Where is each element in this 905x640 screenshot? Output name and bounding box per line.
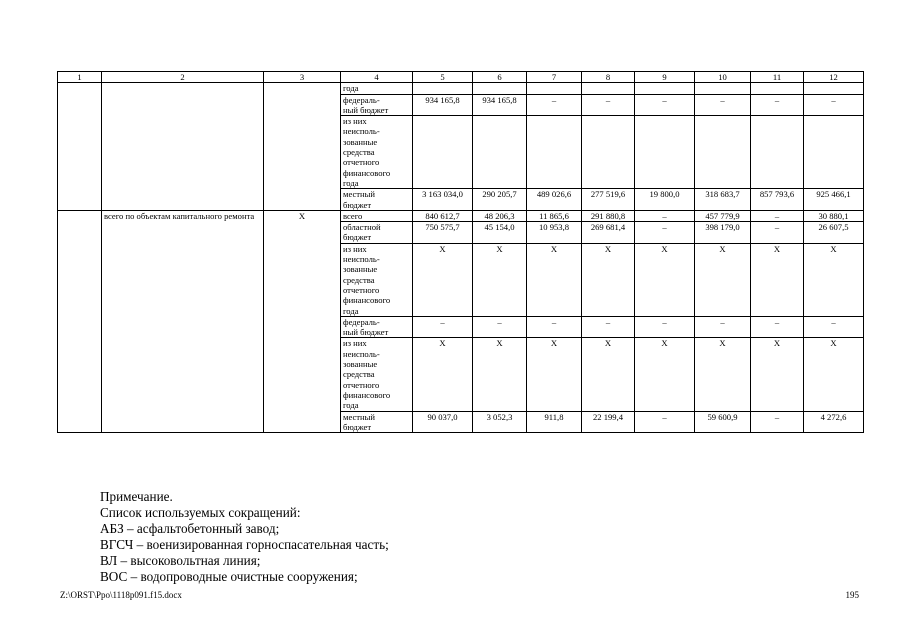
budget-table: [57, 71, 864, 433]
value-cell-col-5: [413, 83, 473, 94]
value-cell-col-10: –: [695, 316, 751, 338]
value-cell-col-10: X: [695, 338, 751, 411]
note-abz: АБЗ – асфальтобетонный завод;: [100, 521, 280, 536]
label-line: средства: [343, 274, 375, 285]
label-line: местный: [343, 411, 376, 422]
value-cell-col-8: X: [582, 338, 635, 411]
label-line: бюджет: [343, 232, 372, 243]
value-cell-col-12: 925 466,1: [804, 189, 864, 211]
value-cell-col-11: 857 793,6: [751, 189, 804, 211]
label-line: зованные: [343, 359, 378, 370]
label-line: федераль-: [343, 316, 380, 327]
value-cell-col-6: 290 205,7: [473, 189, 527, 211]
value-cell-col-6: 48 206,3: [473, 210, 527, 221]
value-cell-col-5: [413, 116, 473, 189]
value-cell-col-7: 11 865,6: [527, 210, 582, 221]
column-number-10: 10: [695, 72, 751, 83]
value-cell-col-12: X: [804, 243, 864, 316]
column-number-11: 11: [751, 72, 804, 83]
value-cell-col-5: X: [413, 338, 473, 411]
value-cell-col-7: 489 026,6: [527, 189, 582, 211]
label-line: неисполь-: [343, 254, 380, 265]
value-cell-col-11: –: [751, 222, 804, 244]
label-line: финансового: [343, 389, 391, 400]
value-cell-col-11: –: [751, 210, 804, 221]
value-cell-col-9: –: [635, 94, 695, 116]
value-cell-col-10: [695, 83, 751, 94]
value-cell-col-5: –: [413, 316, 473, 338]
value-cell-col-7: 10 953,8: [527, 222, 582, 244]
value-cell-col-7: –: [527, 316, 582, 338]
value-cell-col-7: X: [527, 338, 582, 411]
page-number: 195: [845, 590, 859, 600]
column-number-4: 4: [341, 72, 413, 83]
label-line: года: [343, 305, 359, 316]
value-cell-col-5: 90 037,0: [413, 411, 473, 433]
label-line: неисполь-: [343, 126, 380, 137]
label-line: бюджет: [343, 199, 372, 210]
value-cell-col-5: 750 575,7: [413, 222, 473, 244]
value-cell-col-12: [804, 116, 864, 189]
note-vgsch: ВГСЧ – военизированная горноспасательная часть;: [100, 537, 389, 552]
funding-source-label: [341, 411, 413, 433]
row-number-cell: [58, 210, 102, 432]
value-cell-col-8: 277 519,6: [582, 189, 635, 211]
value-cell-col-9: X: [635, 338, 695, 411]
value-cell-col-7: [527, 116, 582, 189]
label-line: ный бюджет: [343, 327, 389, 338]
label-line: ный бюджет: [343, 104, 389, 115]
value-cell-col-11: [751, 116, 804, 189]
value-cell-col-9: X: [635, 243, 695, 316]
value-cell-col-6: X: [473, 243, 527, 316]
value-cell-col-11: X: [751, 338, 804, 411]
label-line: зованные: [343, 264, 378, 275]
value-cell-col-9: –: [635, 210, 695, 221]
table-row: [58, 210, 864, 221]
column-number-7: 7: [527, 72, 582, 83]
value-cell-col-11: X: [751, 243, 804, 316]
label-line: финансового: [343, 295, 391, 306]
value-cell-col-8: [582, 83, 635, 94]
row-number-cell: [58, 83, 102, 211]
value-cell-col-7: –: [527, 94, 582, 116]
value-cell-col-8: 291 880,8: [582, 210, 635, 221]
value-cell-col-6: [473, 116, 527, 189]
value-cell-col-12: 30 880,1: [804, 210, 864, 221]
funding-source-label: [341, 83, 413, 94]
value-cell-col-12: X: [804, 338, 864, 411]
value-cell-col-11: [751, 83, 804, 94]
value-cell-col-8: 269 681,4: [582, 222, 635, 244]
funding-source-label: [341, 116, 413, 189]
label-line: зованные: [343, 136, 378, 147]
value-cell-col-8: [582, 116, 635, 189]
label-line: отчетного: [343, 379, 380, 390]
funding-source-label: [341, 338, 413, 411]
column-number-1: 1: [58, 72, 102, 83]
column-number-row: [58, 72, 864, 83]
label-line: из них: [343, 338, 367, 349]
note-vl: ВЛ – высоковольтная линия;: [100, 553, 261, 568]
value-cell-col-11: –: [751, 411, 804, 433]
label-line: местный: [343, 189, 376, 200]
label-line: неисполь-: [343, 348, 380, 359]
label-line: федераль-: [343, 94, 380, 105]
value-cell-col-12: –: [804, 316, 864, 338]
value-cell-col-10: 398 179,0: [695, 222, 751, 244]
value-cell-col-9: –: [635, 222, 695, 244]
value-cell-col-5: 3 163 034,0: [413, 189, 473, 211]
column-number-9: 9: [635, 72, 695, 83]
column-3-cell: [264, 83, 341, 211]
value-cell-col-5: X: [413, 243, 473, 316]
label-line: областной: [343, 222, 381, 233]
column-number-8: 8: [582, 72, 635, 83]
value-cell-col-9: [635, 116, 695, 189]
value-cell-col-10: 318 683,7: [695, 189, 751, 211]
value-cell-col-10: X: [695, 243, 751, 316]
column-number-6: 6: [473, 72, 527, 83]
label-line: бюджет: [343, 421, 372, 432]
value-cell-col-12: 4 272,6: [804, 411, 864, 433]
value-cell-col-7: [527, 83, 582, 94]
value-cell-col-9: –: [635, 411, 695, 433]
value-cell-col-6: X: [473, 338, 527, 411]
footer-file-path: Z:\ORST\Ppo\1118p091.f15.docx: [60, 590, 182, 600]
value-cell-col-11: –: [751, 94, 804, 116]
value-cell-col-9: [635, 83, 695, 94]
table-row: [58, 83, 864, 94]
value-cell-col-9: 19 800,0: [635, 189, 695, 211]
column-number-2: 2: [102, 72, 264, 83]
label-line: года: [343, 400, 359, 411]
value-cell-col-5: 934 165,8: [413, 94, 473, 116]
value-cell-col-10: 457 779,9: [695, 210, 751, 221]
value-cell-col-10: 59 600,9: [695, 411, 751, 433]
label-line: средства: [343, 147, 375, 158]
column-3-cell: X: [264, 210, 341, 432]
value-cell-col-8: 22 199,4: [582, 411, 635, 433]
value-cell-col-6: 45 154,0: [473, 222, 527, 244]
value-cell-col-5: 840 612,7: [413, 210, 473, 221]
value-cell-col-6: [473, 83, 527, 94]
value-cell-col-12: 26 607,5: [804, 222, 864, 244]
label-line: из них: [343, 243, 367, 254]
value-cell-col-7: X: [527, 243, 582, 316]
value-cell-col-11: –: [751, 316, 804, 338]
value-cell-col-8: –: [582, 94, 635, 116]
table-body: [58, 72, 864, 433]
column-number-5: 5: [413, 72, 473, 83]
funding-source-label: [341, 243, 413, 316]
column-number-12: 12: [804, 72, 864, 83]
note-heading: Примечание.: [100, 489, 173, 504]
label-line: средства: [343, 369, 375, 380]
label-line: года: [343, 83, 359, 94]
value-cell-col-10: –: [695, 94, 751, 116]
object-description-cell: всего по объектам капитального ремонта: [102, 210, 264, 432]
note-abbr-list-title: Список используемых сокращений:: [100, 505, 301, 520]
label-line: всего: [343, 210, 363, 221]
column-number-3: 3: [264, 72, 341, 83]
value-cell-col-6: 934 165,8: [473, 94, 527, 116]
funding-source-label: [341, 210, 413, 221]
value-cell-col-6: –: [473, 316, 527, 338]
funding-source-label: [341, 222, 413, 244]
value-cell-col-7: 911,8: [527, 411, 582, 433]
label-line: финансового: [343, 167, 391, 178]
label-line: отчетного: [343, 157, 380, 168]
label-line: отчетного: [343, 284, 380, 295]
notes-section: [100, 489, 800, 585]
funding-source-label: [341, 189, 413, 211]
value-cell-col-8: –: [582, 316, 635, 338]
funding-source-label: [341, 316, 413, 338]
value-cell-col-9: –: [635, 316, 695, 338]
object-description-cell: [102, 83, 264, 211]
value-cell-col-12: –: [804, 94, 864, 116]
funding-source-label: [341, 94, 413, 116]
value-cell-col-10: [695, 116, 751, 189]
note-vos: ВОС – водопроводные очистные сооружения;: [100, 569, 358, 584]
value-cell-col-6: 3 052,3: [473, 411, 527, 433]
value-cell-col-8: X: [582, 243, 635, 316]
label-line: из них: [343, 116, 367, 127]
value-cell-col-12: [804, 83, 864, 94]
label-line: года: [343, 177, 359, 188]
